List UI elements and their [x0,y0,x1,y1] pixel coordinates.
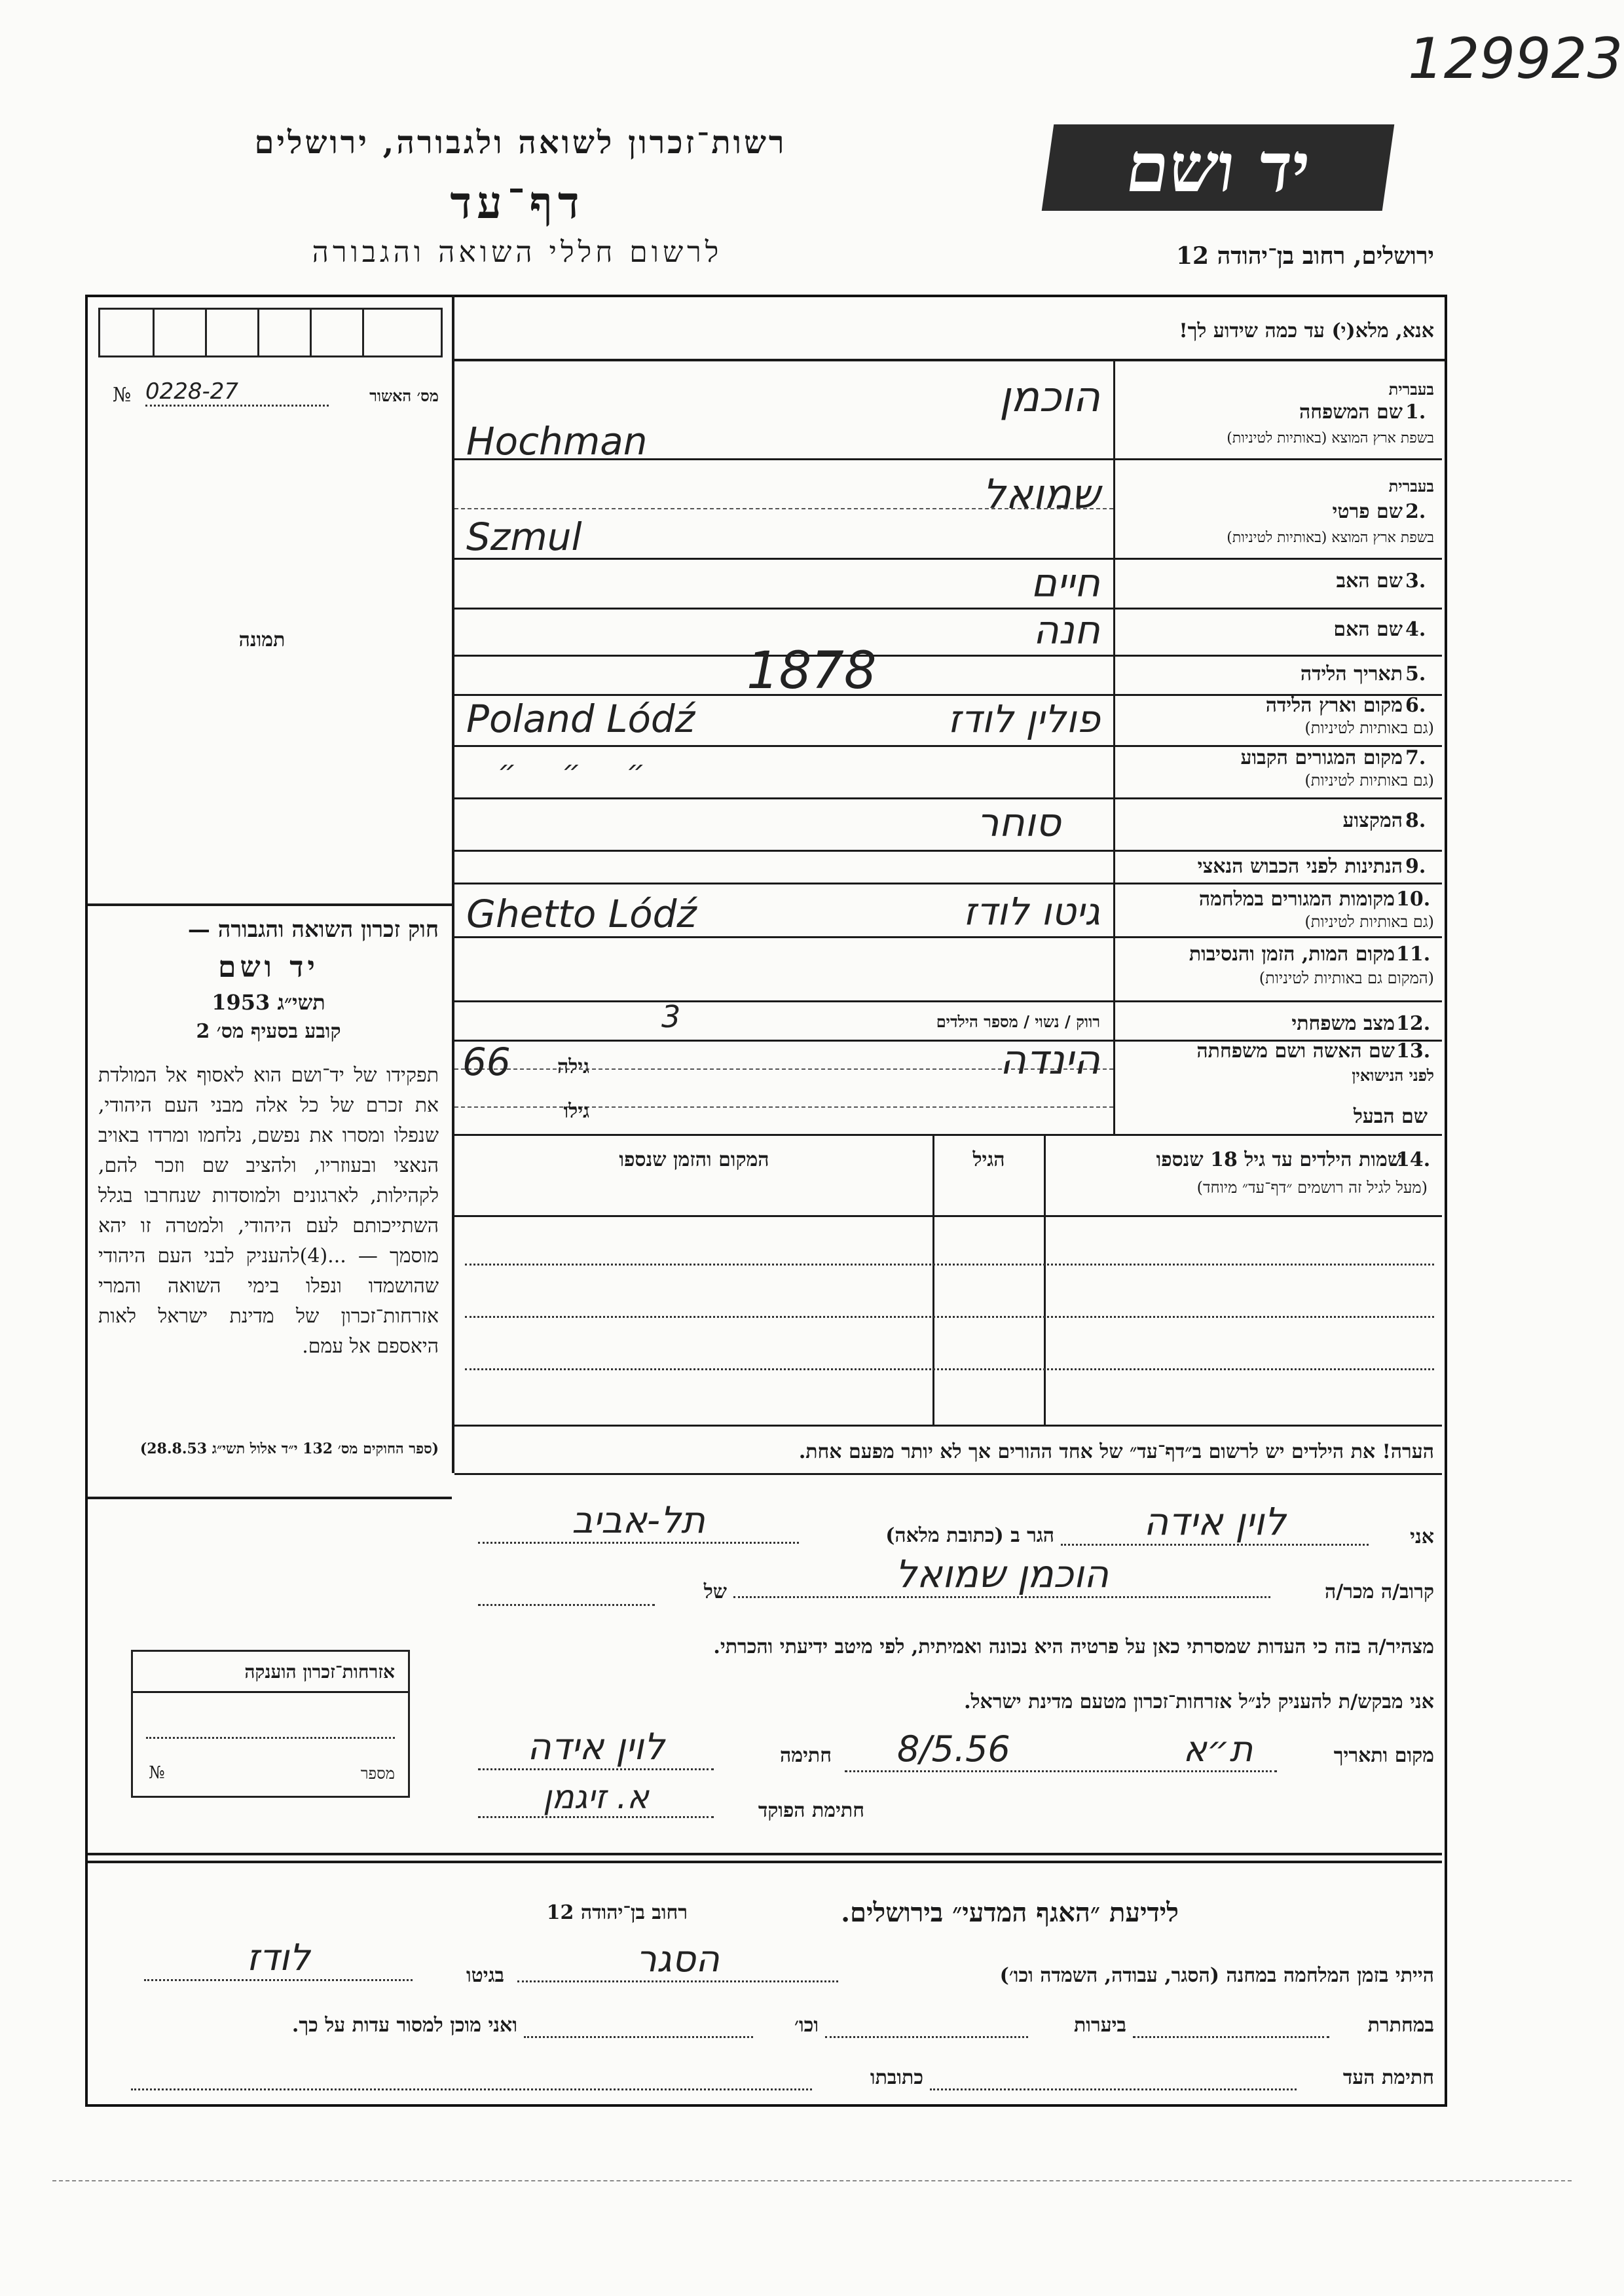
field-2-sub: בשפת ארץ המוצא (באותיות לטיניות) [1227,530,1434,546]
declarant-i-label: אני [1410,1525,1434,1548]
field-10-value-lat: Ghetto Lódź [466,892,697,936]
field-7-sub: (גם באותיות לטיניות) [1304,771,1434,790]
field-10-label: מקומות המגורים במלחמה [1198,888,1395,911]
children-age-header: הגיל [972,1148,1005,1171]
field-8-label: המקצוע [1342,809,1403,832]
law-logo: יד ושם [218,951,319,984]
scan-edge [52,2180,1572,2181]
field-9-number: 9. [1405,855,1426,878]
children-number: 14. [1396,1148,1431,1171]
field-2-value-heb: שמואל [982,470,1100,518]
declaration-date: 8/5.56 [897,1728,1010,1770]
field-6-sub: (גם באותיות לטיניות) [1304,719,1434,737]
husband-age-label: גילו [563,1100,589,1123]
archive-number: 129923 [1408,26,1623,92]
children-note: הערה! את הילדים יש לרשום ב״דף־עד״ של אחד ההורים אך לא יותר מפעם אחת. [798,1440,1434,1463]
field-13-sub: לפני הנישואין [1352,1066,1434,1085]
place-date-label: מקום ותאריך [1333,1744,1434,1767]
field-10-value-heb: גיטו לודז [963,889,1100,934]
declarant-address: תל-אביב [478,1499,799,1544]
field-10-number: 10. [1396,888,1431,911]
law-clause: קובע בסעיף מס׳ 2 [196,1020,341,1043]
field-4-value: חנה [1033,608,1100,653]
officer-signature-label: חתימת הפוקד [758,1799,864,1822]
field-2-label: שם פרטי [1332,500,1403,523]
field-1-number: 1. [1405,401,1426,424]
field-11-sub: (המקום גם באותיות לטיניות) [1259,969,1434,987]
residing-label: הגר ב (כתובת מלאה) [885,1524,1054,1547]
witness-signature-label: חתימת העד [1342,2066,1434,2089]
field-12-children: 3 [661,999,681,1034]
wife-age: 66 [462,1040,511,1084]
field-1-tag: בעברית [1388,380,1434,399]
photo-label: תמונה [238,629,286,651]
field-7-number: 7. [1405,746,1426,769]
field-2-number: 2. [1405,500,1426,523]
ghetto-label: בגיטו [466,1964,504,1987]
field-6-label: מקום וארץ הלידה [1265,694,1403,717]
fill-request: אנא, מלא(י) עד כמה שידוע לך! [1179,319,1434,342]
bottom-title: לידיעת ״האגף המדעי״ בירושלים. [841,1897,1179,1928]
children-place-header: המקום והזמן שנספו [619,1148,769,1171]
bottom-address: רחוב בן־יהודה 12 [546,1901,688,1924]
declaration-request: אני מבקש/ת להעניק לנ״ל אזרחות־זכרון מטעם מדינת ישראל. [964,1690,1434,1713]
camp-line: הייתי בזמן המלחמה במחנה (הסגר, עבודה, השמדה וכו׳) [999,1964,1434,1987]
field-7-value: ״ ״ ״ [498,754,645,788]
witness-address-label: כתובתו [870,2066,923,2089]
field-6-number: 6. [1405,694,1426,717]
approval-prefix: № [113,384,132,407]
approval-number: 0228-27 [145,378,329,407]
field-4-number: 4. [1405,618,1426,641]
field-2-value-lat: Szmul [466,515,582,559]
declaration-statement: מצהיר/ה בזה כי העדות שמסרתי כאן על פרטיה היא נכונה ואמיתית, לפי מיטב ידיעתי והכרתי. [713,1635,1434,1658]
field-13-number: 13. [1396,1040,1431,1063]
husband-label: שם הבעל [1353,1105,1428,1128]
wife-age-label: גילה [557,1055,589,1078]
form-title: דף־עד [450,177,585,229]
field-1-value-heb: הוכמן [999,373,1100,422]
photo-divider [88,903,452,906]
field-5-value: 1878 [747,642,877,701]
law-text: תפקידו של יד־ושם הוא לאסוף אל המולדת את זכרם של כל אלה מבני העם היהודי, שנפלו ומסרו את נפשם, נלחמו ומרדו באויב הנאצי ובעוזריו, ולהציב שם וזכר להם, לקהילות, לארגונים ולמוסדות שנחרבו בגלל השתייכותם לעם היהודי, ולמטרה זו יהא מוסמך — ...(4)להעניק לבני העם היהודי שהושמדו ונפלו בימי השואה והמרי אזרחות־זכרון של מדינת ישראל לאות היאספם אל עמם. [98,1064,439,1358]
field-6-value-lat: Poland Lódź [466,697,695,741]
relative-label: קרוב/ה מכר/ה [1325,1580,1434,1603]
camp-value: הסגר [517,1938,838,1982]
citizenship-no: № [149,1763,165,1783]
declarant-signature: לוין אידה [478,1726,714,1770]
children-label: שמות הילדים עד גיל 18 שנספו [1156,1148,1401,1171]
etc-label: וכו׳ [794,2014,819,2037]
field-3-label: שם האב [1336,570,1403,592]
of-label: של [703,1580,727,1603]
signature-label: חתימה [780,1744,832,1767]
field-12-label: מצב משפחתי [1291,1012,1395,1035]
field-8-number: 8. [1405,809,1426,832]
field-11-number: 11. [1396,943,1431,966]
field-1-sub: בשפת ארץ המוצא (באותיות לטיניות) [1227,430,1434,446]
forests-label: ביערות [1073,2014,1126,2037]
field-4-label: שם האם [1333,618,1403,641]
field-2-tag: בעברית [1388,477,1434,496]
field-5-number: 5. [1405,663,1426,685]
authority-heading: רשות־זכרון לשואה ולגבורה, ירושלים [254,124,787,161]
approval-label: מס׳ האשור [369,386,439,405]
citizenship-box [131,1650,410,1798]
field-6-value-heb: פולין לודז [948,697,1100,741]
field-13-label: שם האשה ושם משפחתה [1196,1040,1395,1063]
field-7-label: מקום המגורים הקבוע [1240,746,1403,769]
label-column-divider [1113,361,1115,1134]
field-12-options: רווק / נשוי / מספר הילדים [936,1012,1100,1031]
request-row-divider [454,359,1445,361]
declarant-name: לוין אידה [1061,1499,1369,1546]
children-sub: (מעל לגיל זה רושמים ״דף־עד״ מיוחד) [1196,1178,1428,1197]
field-1-value-lat: Hochman [466,419,648,464]
field-10-sub: (גם באותיות לטיניות) [1304,913,1434,931]
form-subtitle: לרשום חללי השואה והגבורה [312,236,723,269]
ghetto-value: לודז [144,1937,413,1981]
citizenship-title: אזרחות־זכרון הוענקה [244,1661,395,1683]
relation-of-value: הוכמן שמואל [733,1552,1270,1598]
field-9-label: הנתינות לפני הכבוש הנאצי [1197,855,1403,878]
law-year: תשי״ג 1953 [212,990,325,1015]
header-address: ירושלים, רחוב בן־יהודה 12 [1175,242,1434,270]
declaration-place: ת״א [1183,1728,1253,1770]
field-3-value: חיים [1031,560,1100,606]
checkbox-strip [98,308,443,357]
field-12-number: 12. [1396,1012,1431,1035]
field-1-label: שם המשפחה [1299,401,1403,424]
field-11-label: מקום המות, הזמן והנסיבות [1189,943,1395,966]
field-3-number: 3. [1405,570,1426,592]
field-13-value: הינדה [999,1036,1100,1084]
yad-vashem-logo: יד ושם [1042,124,1395,211]
ready-statement: ואני מוכן למסור עדות על כך. [291,2014,517,2037]
law-title: חוק זכרון השואה והגבורה — [187,917,439,943]
citizenship-number-label: מספר [360,1764,395,1783]
field-5-label: תאריך הלידה [1300,663,1403,685]
field-8-value: סוחר [976,800,1061,846]
law-source: (ספר החוקים מס׳ 132 י״ד אלול תשי״ג 28.8.53) [139,1440,439,1457]
underground-label: במחתרת [1367,2014,1434,2037]
officer-signature: א. זיגמן [478,1778,714,1818]
